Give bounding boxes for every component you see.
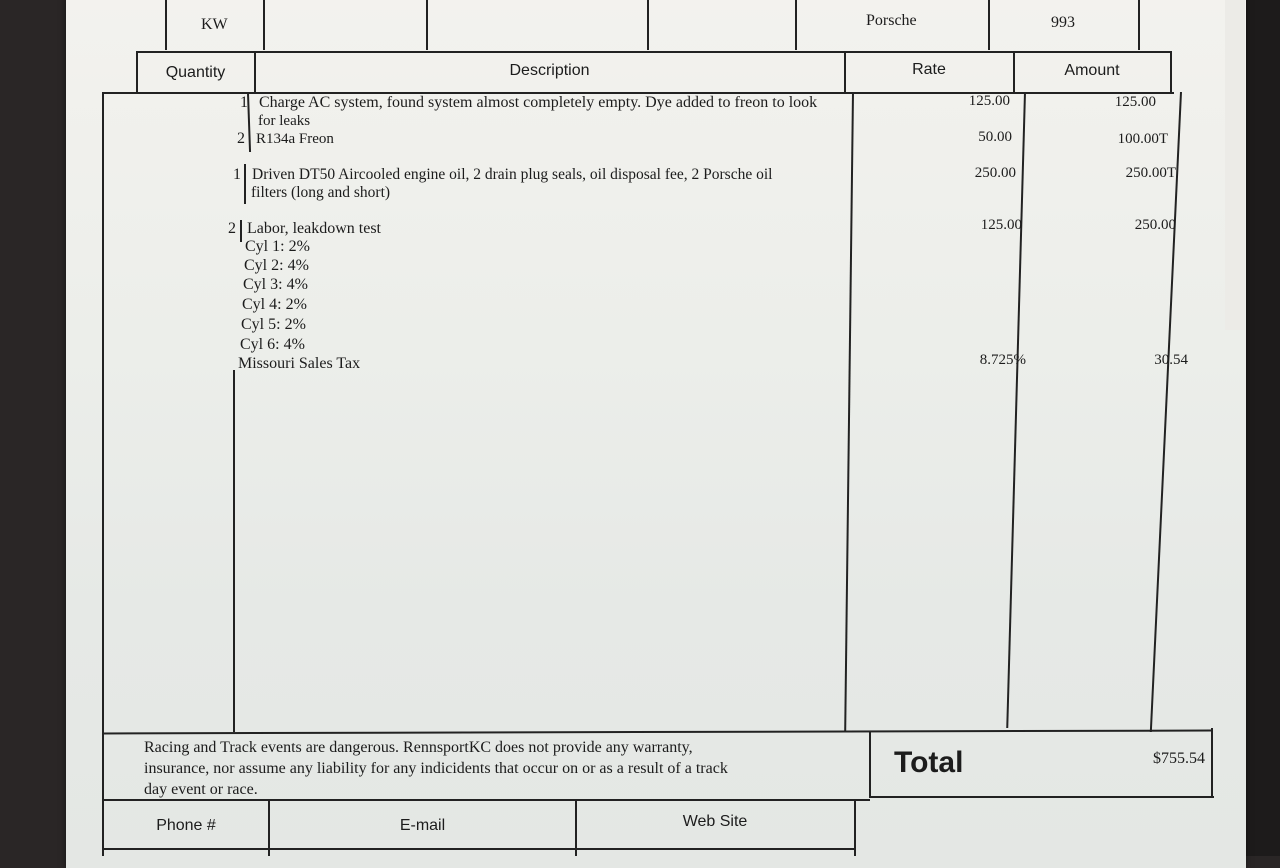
disclaimer-line: Racing and Track events are dangerous. RennsportKC does not provide any warranty,: [144, 739, 693, 756]
footer-bottom-border: [102, 848, 854, 850]
disclaimer-text: [144, 737, 728, 800]
top-row-line: [1138, 0, 1140, 50]
item-rate: 125.00: [968, 93, 1010, 109]
top-row-line: [988, 0, 990, 50]
paper-edge: [1225, 0, 1245, 330]
total-label: Total: [894, 746, 964, 779]
item-amount: 125.00: [1114, 94, 1156, 110]
body-left-border: [102, 92, 104, 856]
email-header: E-mail: [399, 817, 446, 834]
qty-divider-lower: [233, 370, 235, 732]
leakdown-cyl: Cyl 4: 2%: [242, 296, 307, 313]
customer-initials: KW: [201, 16, 228, 33]
tax-amount: 30.54: [1154, 352, 1188, 368]
rate-header: Rate: [912, 61, 946, 78]
item-description: R134a Freon: [256, 131, 334, 147]
item-amount: 100.00T: [1117, 131, 1168, 147]
item-description: Driven DT50 Aircooled engine oil, 2 drain plug seals, oil disposal fee, 2 Porsche oil: [252, 166, 773, 183]
leakdown-cyl: Cyl 2: 4%: [244, 257, 309, 274]
footer-divider: [854, 800, 856, 856]
item-description: Labor, leakdown test: [247, 220, 381, 237]
qty-divider-seg: [244, 164, 246, 204]
item-qty: 2: [228, 220, 236, 237]
total-left-border: [869, 732, 871, 798]
phone-header: Phone #: [156, 817, 216, 834]
item-description-cont: for leaks: [258, 113, 311, 129]
item-qty: 1: [240, 94, 248, 111]
item-amount: 250.00T: [1125, 165, 1176, 181]
top-row-line: [795, 0, 797, 50]
header-top-border: [136, 51, 1172, 53]
item-rate: 50.00: [978, 129, 1012, 145]
website-header: Web Site: [682, 813, 748, 830]
tax-rate: 8.725%: [979, 352, 1026, 368]
top-row-line: [647, 0, 649, 50]
top-row-line: [426, 0, 428, 50]
leakdown-cyl: Cyl 1: 2%: [245, 238, 310, 255]
item-amount: 250.00: [1134, 217, 1176, 233]
leakdown-cyl: Cyl 3: 4%: [243, 276, 308, 293]
total-value: $755.54: [1153, 750, 1205, 767]
tax-label: Missouri Sales Tax: [238, 355, 361, 372]
qty-divider-seg: [240, 220, 242, 242]
quantity-header: Quantity: [165, 64, 226, 81]
disclaimer-line: day event or race.: [144, 781, 258, 798]
leakdown-cyl: Cyl 5: 2%: [241, 316, 306, 333]
item-description-cont: filters (long and short): [251, 184, 391, 201]
top-row-line: [165, 0, 167, 50]
top-row-line: [263, 0, 265, 50]
item-rate: 250.00: [974, 165, 1016, 181]
item-qty: 2: [237, 130, 245, 147]
description-header: Description: [509, 62, 590, 79]
total-right-border: [1211, 728, 1213, 796]
vehicle-make: Porsche: [866, 12, 917, 29]
item-description: Charge AC system, found system almost completely empty. Dye added to freon to look: [259, 94, 818, 111]
amount-header: Amount: [1064, 62, 1120, 79]
vehicle-model: 993: [1051, 14, 1075, 31]
item-qty: 1: [233, 166, 241, 183]
item-rate: 125.00: [980, 217, 1022, 233]
disclaimer-line: insurance, nor assume any liability for any indicidents that occur on or as a result of a track: [144, 760, 728, 777]
header-right-border: [1170, 51, 1172, 93]
total-bottom-border: [870, 796, 1214, 798]
leakdown-cyl: Cyl 6: 4%: [240, 336, 305, 353]
